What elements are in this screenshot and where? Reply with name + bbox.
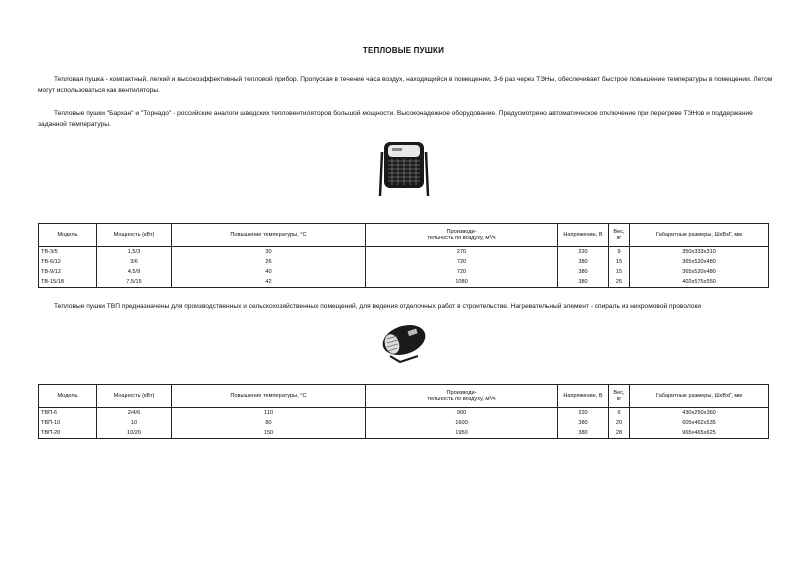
cell-voltage: 220 <box>558 408 609 419</box>
cell-model: ТВП-10 <box>39 418 97 428</box>
cell-power: 4,5/9 <box>97 267 172 277</box>
cell-voltage: 220 <box>558 247 609 258</box>
cell-temp: 110 <box>172 408 366 419</box>
col-dimensions: Габаритные размеры, ШхВхГ, мм <box>630 224 769 247</box>
cell-weight: 9 <box>609 247 630 258</box>
col-airflow: Производи- тельность по воздуху, м³/ч <box>366 385 558 408</box>
col-power: Мощность (кВт) <box>97 385 172 408</box>
cell-airflow: 900 <box>366 408 558 419</box>
table-row <box>39 408 769 419</box>
cell-airflow: 1080 <box>366 277 558 288</box>
cell-weight: 15 <box>609 267 630 277</box>
cell-dimensions: 402х575х550 <box>630 277 769 288</box>
box-heater-image <box>378 138 430 198</box>
cell-airflow: 270 <box>366 247 558 258</box>
cell-power: 1,5/3 <box>97 247 172 258</box>
cell-power: 3/6 <box>97 257 172 267</box>
cell-airflow: 1600 <box>366 418 558 428</box>
cell-model: ТВ-3/5 <box>39 247 97 258</box>
col-temp-rise: Повышение температуры, °С <box>172 224 366 247</box>
cell-power: 7,5/15 <box>97 277 172 288</box>
tvp-table <box>38 384 769 439</box>
tvp-paragraph: Тепловые пушки ТВП предназначены для производственных и сельскохозяйственных помещений, для ведения отделочных работ в строительстве. Нагревательный элемент - спираль из нихромовой проволоки <box>54 303 702 310</box>
page-title: ТЕПЛОВЫЕ ПУШКИ <box>362 46 445 55</box>
col-model: Модель <box>39 385 97 408</box>
col-voltage: Напряжение, В <box>558 224 609 247</box>
cell-weight: 28 <box>609 428 630 439</box>
col-temp-rise: Повышение температуры, °С <box>172 385 366 408</box>
cell-model: ТВП-20 <box>39 428 97 439</box>
col-voltage: Напряжение, В <box>558 385 609 408</box>
cell-temp: 80 <box>172 418 366 428</box>
cell-airflow: 720 <box>366 257 558 267</box>
table-header-row <box>39 385 769 408</box>
table-row <box>39 428 769 439</box>
cell-model: ТВ-6/12 <box>39 257 97 267</box>
cell-voltage: 380 <box>558 277 609 288</box>
cell-dimensions: 365х520х480 <box>630 257 769 267</box>
barkhan-tornado-paragraph: Тепловые пушки "Бархан" и "Торнадо" - российские аналоги шведских тепловентиляторов большой мощности. Высоконадежное оборудование. Предусмотрено автоматическое отключение при перегреве ТЭНов и поддержание заданной температуры. <box>38 110 753 128</box>
cell-voltage: 380 <box>558 257 609 267</box>
cell-model: ТВ-9/12 <box>39 267 97 277</box>
cell-weight: 20 <box>609 418 630 428</box>
cell-weight: 15 <box>609 257 630 267</box>
cell-temp: 40 <box>172 267 366 277</box>
cell-voltage: 380 <box>558 267 609 277</box>
intro-paragraph: Тепловая пушка - компактный, легкий и высокоэффективный тепловой прибор. Пропуская в течение часа воздух, находящийся в помещении, 3-6 раз через ТЭНы, обеспечивает быстрое повышение температуры в помещении. Летом могут использоваться как вентиляторы. <box>38 76 773 94</box>
table-header-row <box>39 224 769 247</box>
col-airflow: Производи- тельность по воздуху, м³/ч <box>366 224 558 247</box>
table-row <box>39 267 769 277</box>
table-row <box>39 277 769 288</box>
cell-temp: 30 <box>172 247 366 258</box>
table-row <box>39 418 769 428</box>
table-row <box>39 257 769 267</box>
cell-power: 2/4/6 <box>97 408 172 419</box>
cell-power: 10 <box>97 418 172 428</box>
cell-dimensions: 965х465х625 <box>630 428 769 439</box>
col-weight: Вес, кг <box>609 224 630 247</box>
cell-temp: 42 <box>172 277 366 288</box>
col-model: Модель <box>39 224 97 247</box>
cell-weight: 25 <box>609 277 630 288</box>
cell-model: ТВ-15/18 <box>39 277 97 288</box>
cell-model: ТВП-6 <box>39 408 97 419</box>
cell-voltage: 380 <box>558 418 609 428</box>
cell-airflow: 720 <box>366 267 558 277</box>
table-row <box>39 247 769 258</box>
cell-voltage: 380 <box>558 428 609 439</box>
col-power: Мощность (кВт) <box>97 224 172 247</box>
cell-airflow: 1950 <box>366 428 558 439</box>
barkhan-tornado-table <box>38 223 769 288</box>
cell-dimensions: 605х462х535 <box>630 418 769 428</box>
cell-power: 10/20 <box>97 428 172 439</box>
col-dimensions: Габаритные размеры, ШхВхГ, мм <box>630 385 769 408</box>
cell-temp: 150 <box>172 428 366 439</box>
cell-temp: 26 <box>172 257 366 267</box>
col-weight: Вес, кг <box>609 385 630 408</box>
cell-dimensions: 430х250х360 <box>630 408 769 419</box>
cell-dimensions: 365х520х480 <box>630 267 769 277</box>
cell-dimensions: 350х333х310 <box>630 247 769 258</box>
gun-heater-image <box>378 322 430 364</box>
cell-weight: 6 <box>609 408 630 419</box>
